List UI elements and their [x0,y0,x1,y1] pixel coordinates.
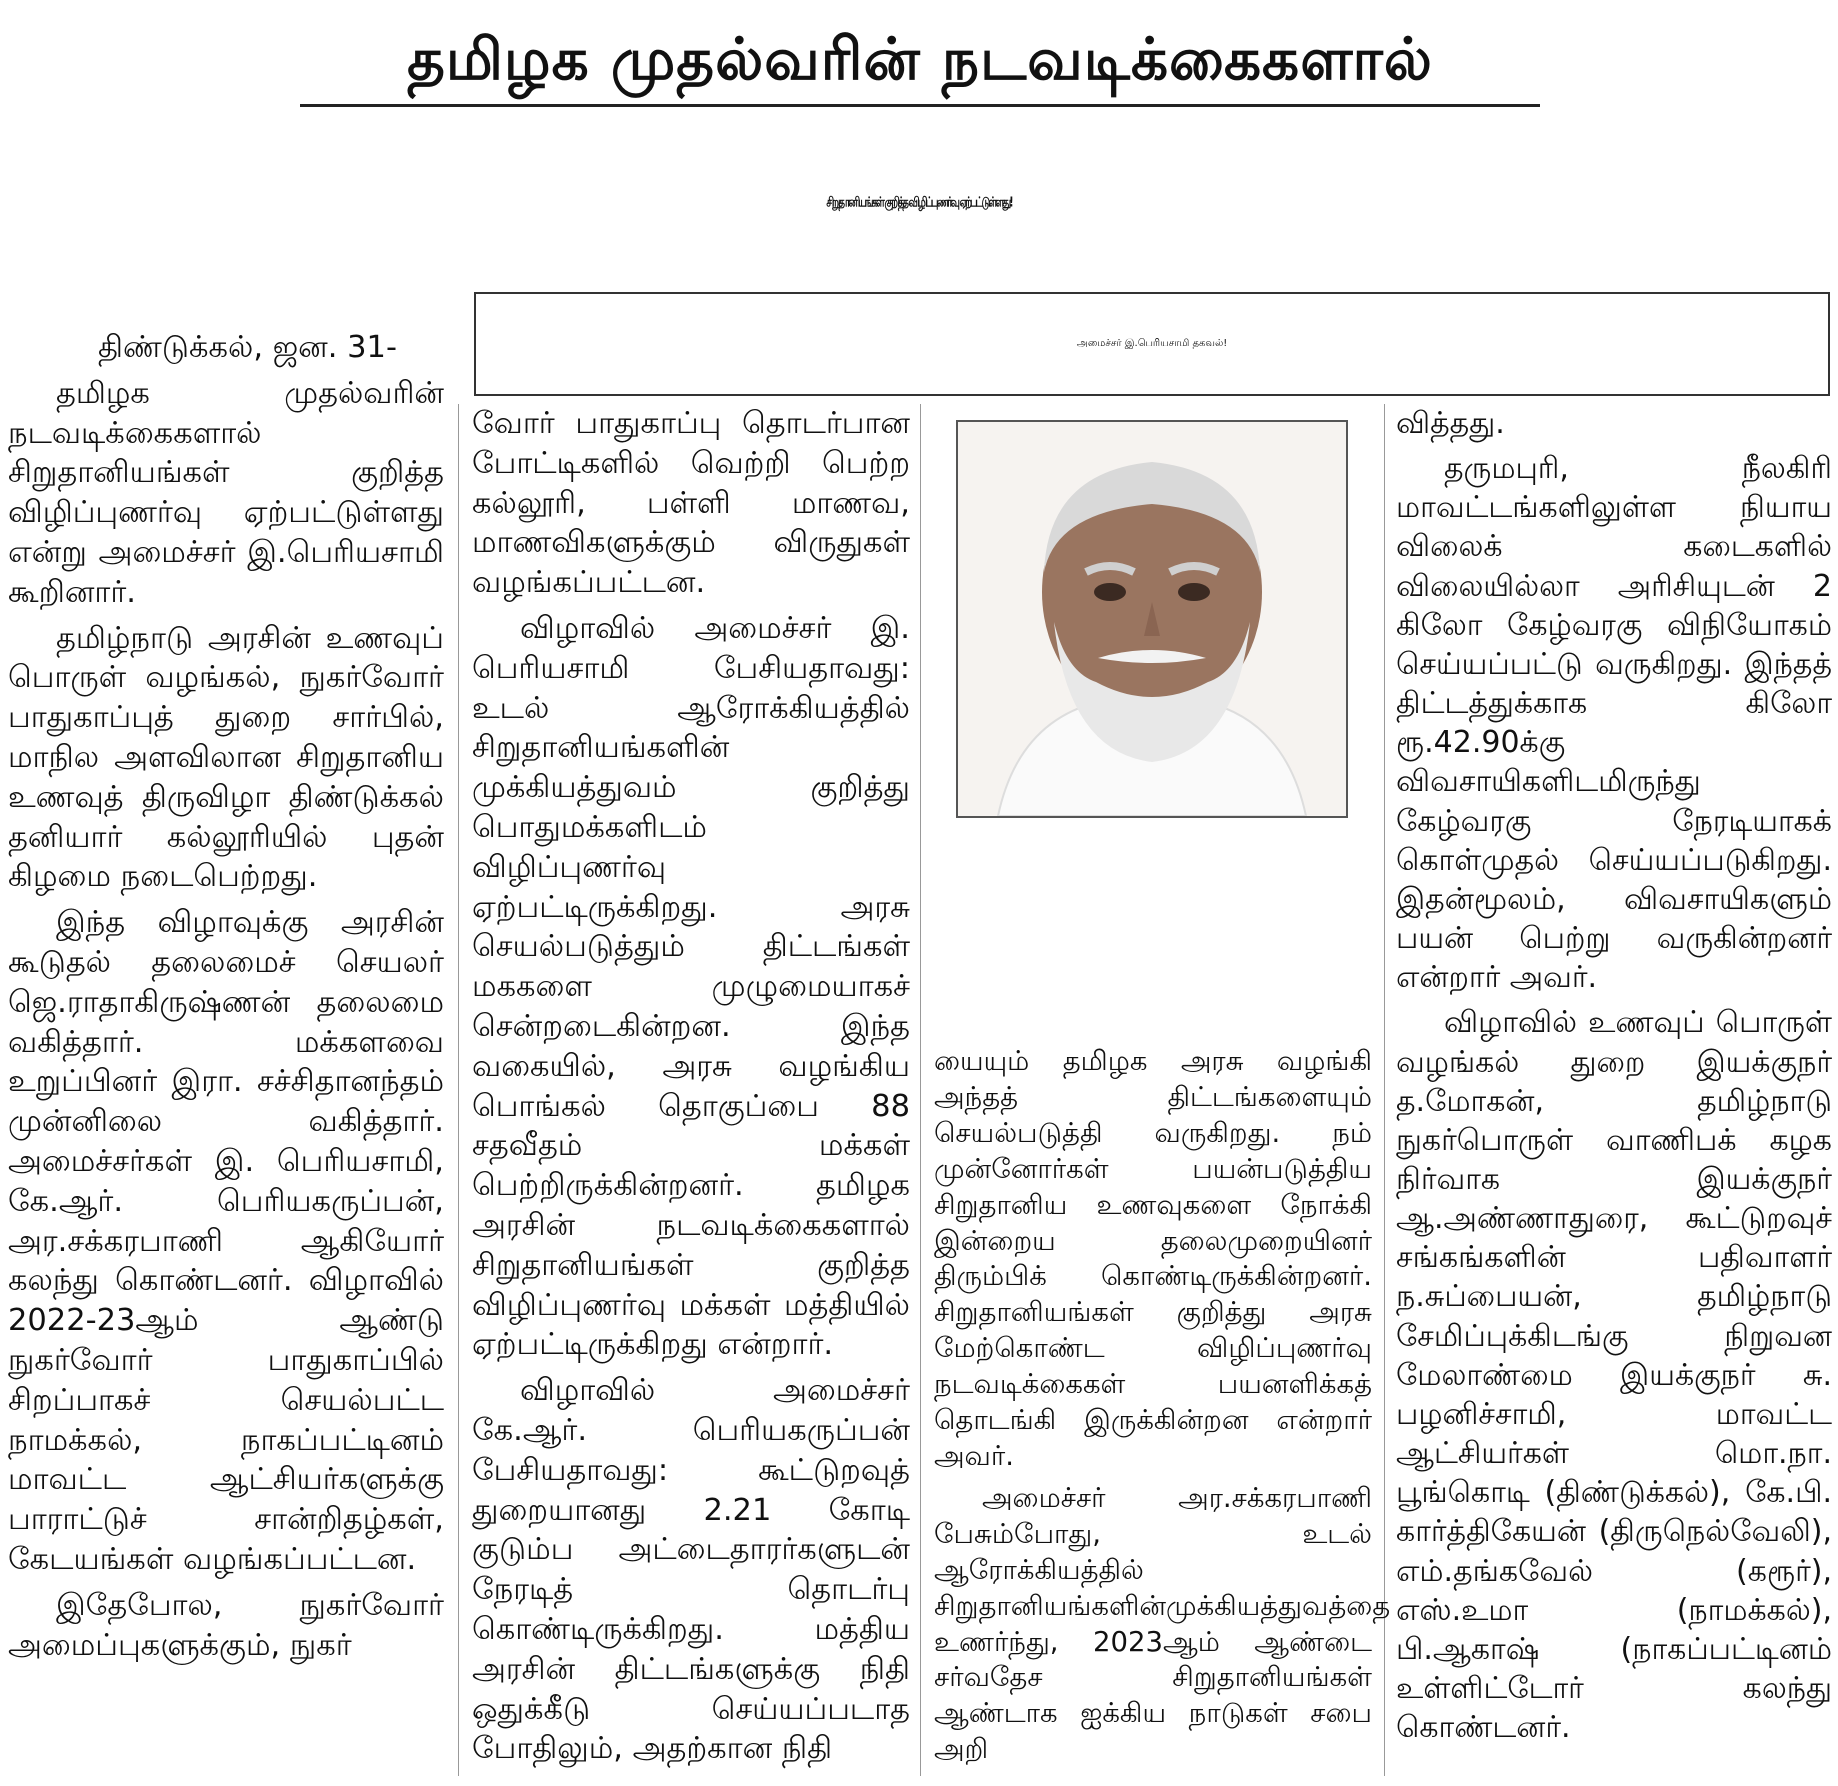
column3-paragraph: யையும் தமிழக அரசு வழங்கி அந்தத் திட்டங்களையும் செயல்படுத்தி வருகிறது. நம் முன்னோர்கள் பயன்படுத்திய சிறுதானிய உணவுகளை நோக்கி இன்றைய தலைமுறையினர் திரும்பிக் கொண்டிருக்கின்றனர். சிறுதானியங்கள் குறித்து அரசு மேற்கொண்ட விழிப்புணர்வு நடவடிக்கைகள் பயனளிக்கத் தொடங்கி இருக்கின்றன என்றார் அவர். [934,1045,1372,1472]
portrait-illustration [958,422,1346,816]
column2-paragraph: விழாவில் அமைச்சர் கே.ஆர். பெரியகருப்பன் பேசியதாவது: கூட்டுறவுத் துறையானது 2.21 கோடி குடும்ப அட்டைதாரர்களுடன் நேரடித் தொடர்பு கொண்டிருக்கிறது. மத்திய அரசின் திட்டங்களுக்கு நிதி ஒதுக்கீடு செய்யப்படாத போதிலும், அதற்கான நிதி [472,1373,910,1767]
main-headline: சிறுதானியங்கள் குறித்த விழிப்புணர்வு ஏற்பட்டுள்ளது! [826,195,1012,211]
subheadline: அமைச்சர் இ.பெரியசாமி தகவல்! [1076,338,1228,349]
column1-paragraph: இதேபோல, நுகர்வோர் அமைப்புகளுக்கும், நுகர் [8,1587,444,1663]
minister-photo [956,420,1348,818]
column1-paragraph: தமிழ்நாடு அரசின் உணவுப் பொருள் வழங்கல், நுகர்வோர் பாதுகாப்புத் துறை சார்பில், மாநில அளவிலான சிறுதானிய உணவுத் திருவிழா திண்டுக்கல் தனியார் கல்லூரியில் புதன் கிழமை நடைபெற்றது. [8,620,444,895]
column4-paragraph: தருமபுரி, நீலகிரி மாவட்டங்களிலுள்ள நியாய விலைக் கடைகளில் விலையில்லா அரிசியுடன் 2 கிலோ கேழ்வரகு விநியோகம் செய்யப்பட்டு வருகிறது. இந்தத் திட்டத்துக்காக கிலோ ரூ.42.90க்கு விவசாயிகளிடமிருந்து கேழ்வரகு நேரடியாகக் கொள்முதல் செய்யப்படுகிறது. இதன்மூலம், விவசாயிகளும் பயன் பெற்று வருகின்றனர் என்றார் அவர். [1396,451,1832,996]
article-column-3 [934,1044,1391,1778]
article-column-2 [472,404,910,1778]
column1-paragraph: இந்த விழாவுக்கு அரசின் கூடுதல் தலைமைச் செயலர் ஜெ.ராதாகிருஷ்ணன் தலைமை வகித்தார். மக்களவை உறுப்பினர் இரா. சச்சிதானந்தம் முன்னிலை வகித்தார். அமைச்சர்கள் இ. பெரியசாமி, கே.ஆர். பெரியகருப்பன், அர.சக்கரபாணி ஆகியோர் கலந்து கொண்டனர். விழாவில் 2022-23ஆம் ஆண்டு நுகர்வோர் பாதுகாப்பில் சிறப்பாகச் செயல்பட்ட நாமக்கல், நாகப்பட்டினம் மாவட்ட ஆட்சியர்களுக்கு பாராட்டுச் சான்றிதழ்கள், கேடயங்கள் வழங்கப்பட்டன. [8,905,444,1577]
article-column-4 [1396,404,1832,1778]
article-column-1 [8,328,444,1778]
kicker-heading: தமிழக முதல்வரின் நடவடிக்கைகளால் [407,25,1433,93]
column2-paragraph: வோர் பாதுகாப்பு தொடர்பான போட்டிகளில் வெற்றி பெற்ற கல்லூரி, பள்ளி மாணவ, மாணவிகளுக்கும் விருதுகள் வழங்கப்பட்டன. [472,406,910,601]
column4-paragraph: விழாவில் உணவுப் பொருள் வழங்கல் துறை இயக்குநர் த.மோகன், தமிழ்நாடு நுகர்பொருள் வாணிபக் கழக நிர்வாக இயக்குநர் ஆ.அண்ணாதுரை, கூட்டுறவுச் சங்கங்களின் பதிவாளர் ந.சுப்பையன், தமிழ்நாடு சேமிப்புக்கிடங்கு நிறுவன மேலாண்மை இயக்குநர் சு. பழனிச்சாமி, மாவட்ட ஆட்சியர்கள் மொ.நா. பூங்கொடி (திண்டுக்கல்), கே.பி. கார்த்திகேயன் (திருநெல்வேலி), எம்.தங்கவேல் (கரூர்), எஸ்.உமா (நாமக்கல்), பி.ஆகாஷ் (நாகப்பட்டினம் உள்ளிட்டோர் கலந்து கொண்டனர். [1396,1005,1832,1746]
column-rule-2 [920,404,921,1776]
column2-paragraph: விழாவில் அமைச்சர் இ. பெரியசாமி பேசியதாவது: உடல் ஆரோக்கியத்தில் சிறுதானியங்களின் முக்கியத்துவம் குறித்து பொதுமக்களிடம் விழிப்புணர்வு ஏற்பட்டிருக்கிறது. அரசு செயல்படுத்தும் திட்டங்கள் மககளை முழுமையாகச் சென்றடைகின்றன. இந்த வகையில், அரசு வழங்கிய பொங்கல் தொகுப்பை 88 சதவீதம் மக்கள் பெற்றிருக்கின்றனர். தமிழக அரசின் நடவடிக்கைகளால் சிறுதானியங்கள் குறித்த விழிப்புணர்வு மக்கள் மத்தியில் ஏற்பட்டிருக்கிறது என்றார். [472,610,910,1363]
column3-paragraph: அமைச்சர் அர.சக்கரபாணி பேசும்போது, உடல் ஆரோக்கியத்தில் சிறுதானியங்களின்முக்கியத்துவத்தை உணர்ந்து, 2023ஆம் ஆண்டை சர்வதேச சிறுதானியங்கள் ஆண்டாக ஐக்கிய நாடுகள் சபை அறி [934,1481,1391,1766]
column-rule-3 [1384,404,1385,1776]
dateline: திண்டுக்கல், ஜன. 31- [98,330,397,365]
column4-paragraph: வித்தது. [1396,406,1505,441]
column1-paragraph: தமிழக முதல்வரின் நடவடிக்கைகளால் சிறுதானியங்கள் குறித்த விழிப்புணர்வு ஏற்பட்டுள்ளது என்று அமைச்சர் இ.பெரியசாமி கூறினார். [8,375,444,610]
subheadline-box [474,292,1830,396]
column-rule-1 [458,404,459,1776]
